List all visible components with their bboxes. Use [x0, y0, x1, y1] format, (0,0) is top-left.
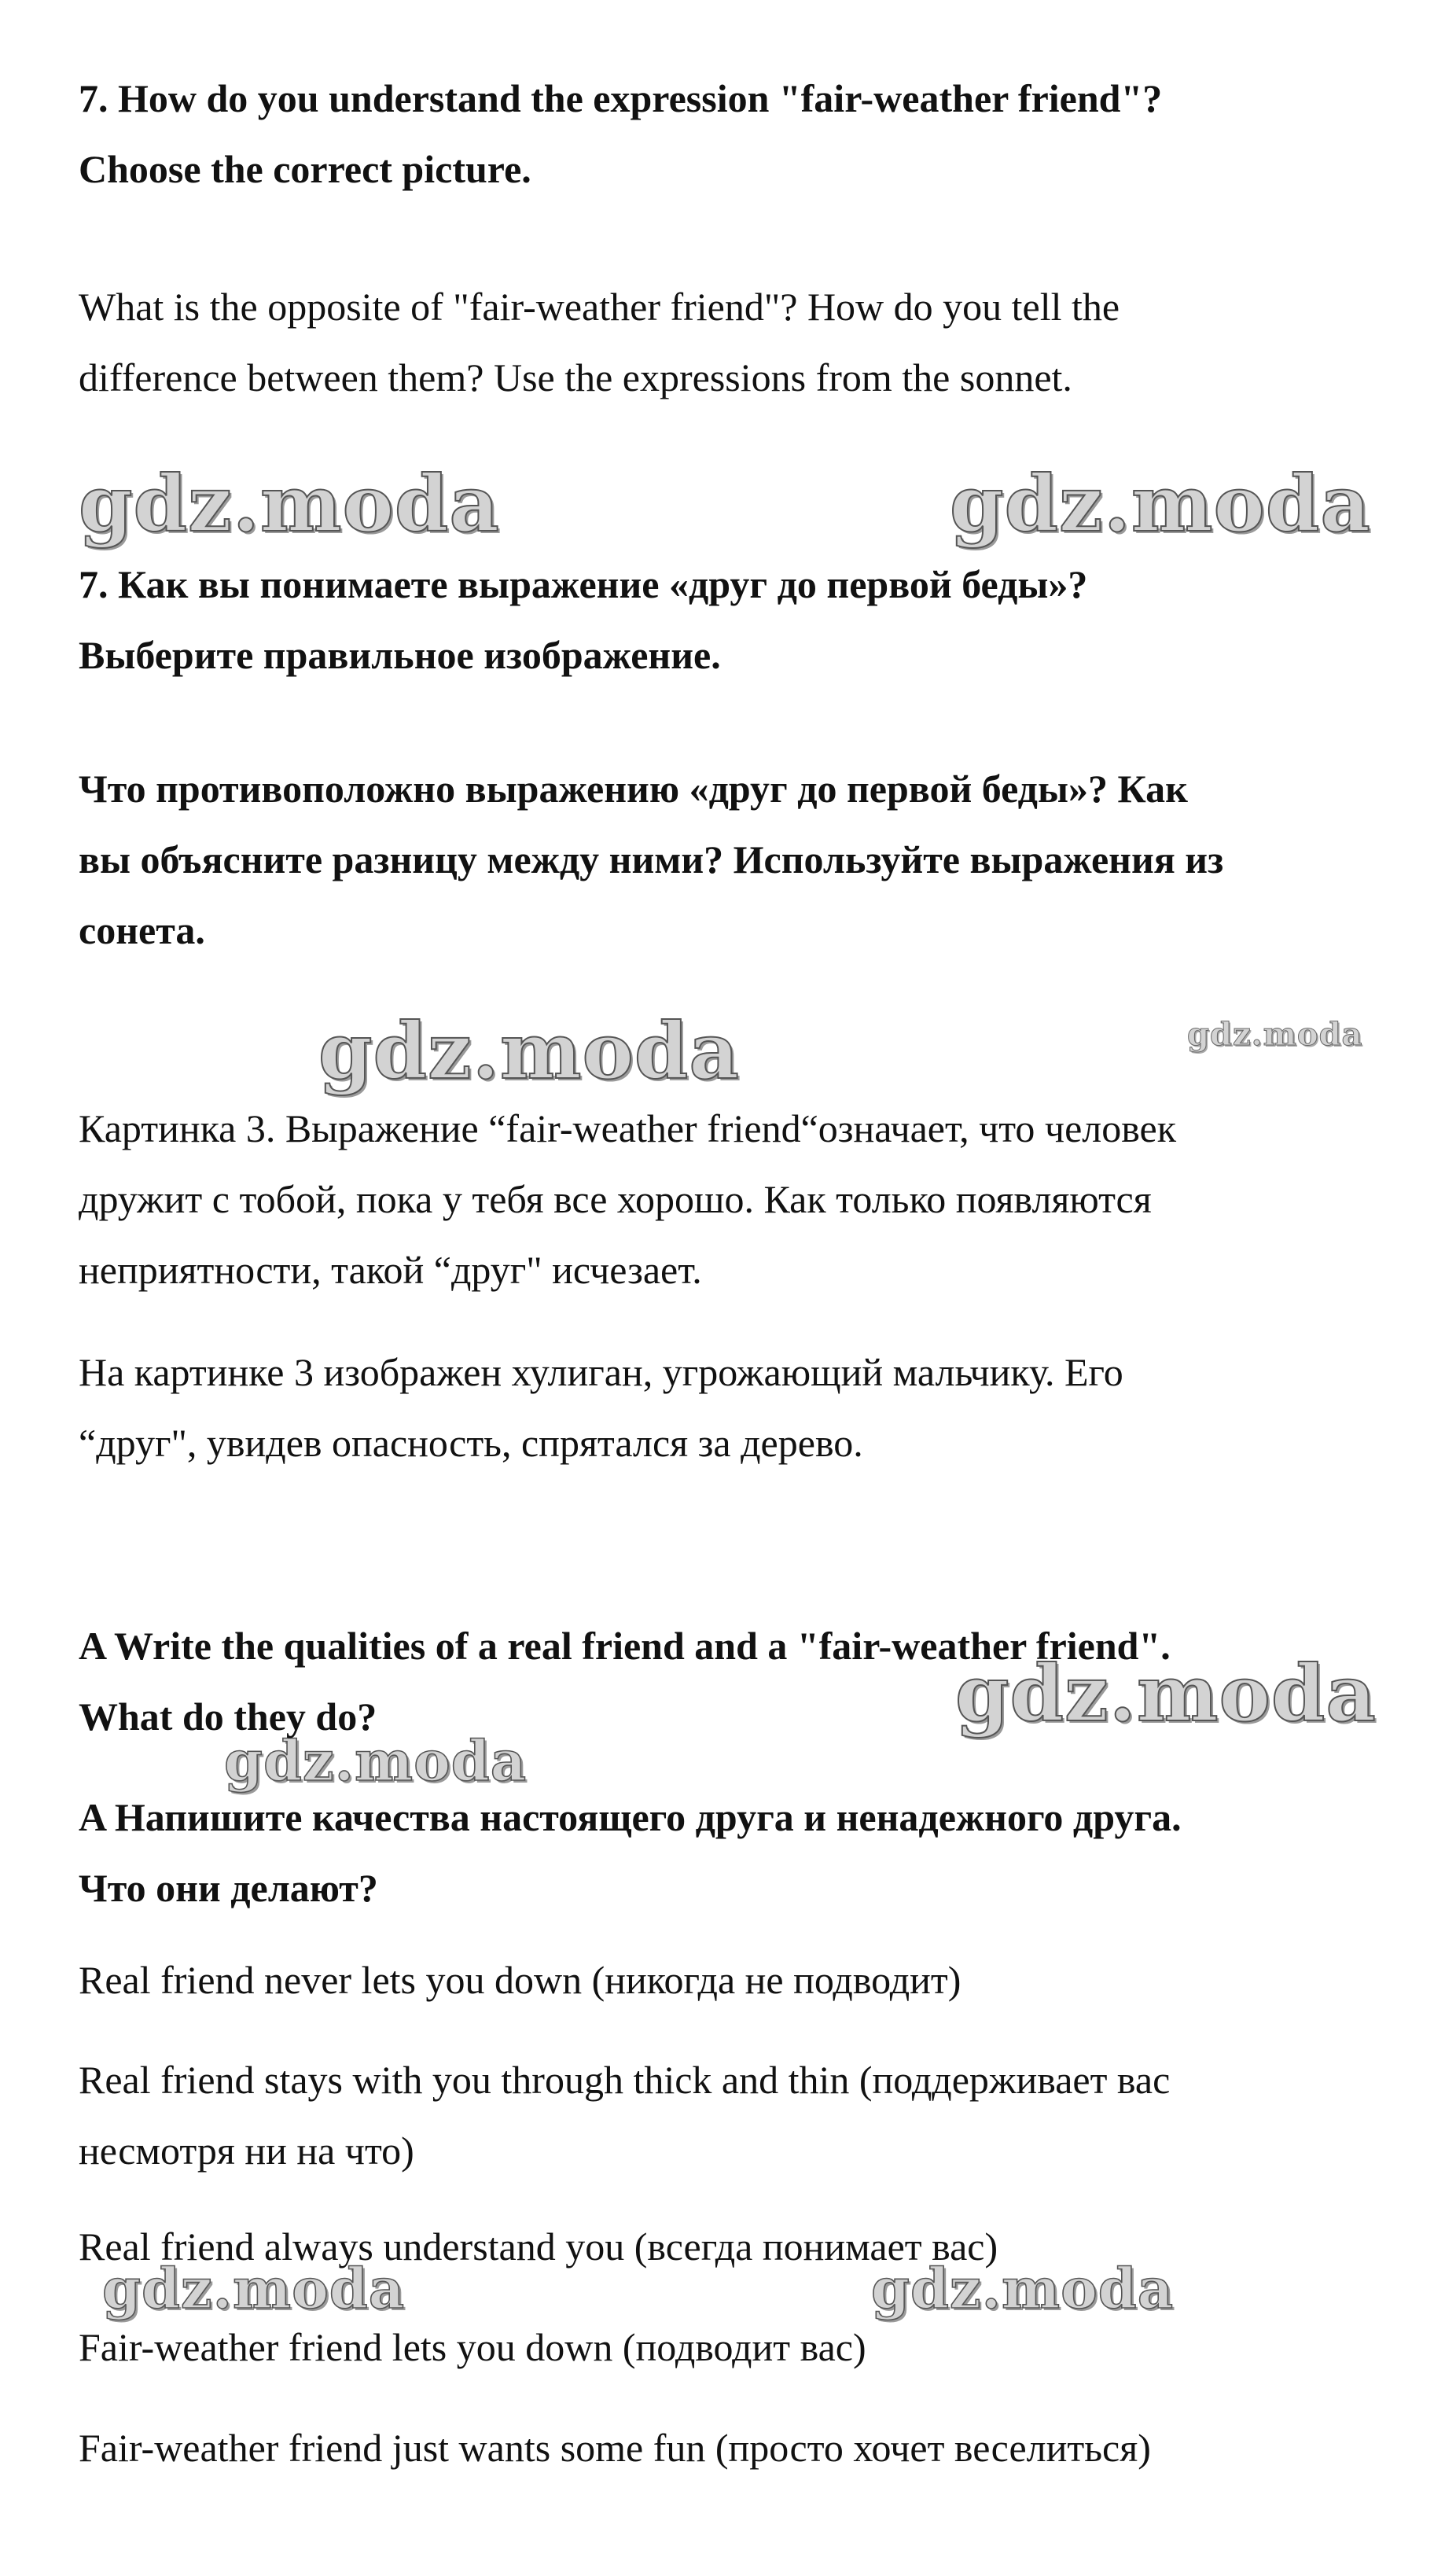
answer-2-line-1: На картинке 3 изображен хулиган, угрожающий мальчику. Его [79, 1350, 1123, 1394]
task-heading-en [79, 63, 1407, 204]
question-ru [79, 753, 1407, 966]
task-a-en-line-2: What do they do? [79, 1694, 377, 1739]
answer-paragraph-1 [79, 1093, 1407, 1305]
task-heading-en-line-2: Choose the correct picture. [79, 147, 531, 191]
question-en [79, 271, 1407, 413]
answer-1-line-3: неприятности, такой “друг" исчезает. [79, 1248, 702, 1292]
answer-2-line-2: “друг", увидев опасность, спрятался за дерево. [79, 1421, 863, 1465]
task-heading-en-line-1: 7. How do you understand the expression "fair-weather friend"? [79, 76, 1163, 120]
task-heading-ru [79, 549, 1407, 690]
quality-item [79, 2412, 1407, 2483]
question-ru-line-3: сонета. [79, 908, 205, 952]
question-ru-line-1: Что противоположно выражению «друг до первой беды»? Как [79, 767, 1188, 811]
task-a-en-line-1: A Write the qualities of a real friend and a "fair-weather friend". [79, 1624, 1171, 1668]
quality-1: Real friend never lets you down (никогда не подводит) [79, 1958, 961, 2002]
watermark-logo: gdz.moda [224, 1728, 528, 1794]
task-a-ru-line-2: Что они делают? [79, 1866, 378, 1910]
task-heading-ru-line-2: Выберите правильное изображение. [79, 633, 721, 677]
watermark-logo: gdz.moda [79, 459, 500, 550]
quality-4: Fair-weather friend lets you down (подводит вас) [79, 2325, 866, 2369]
quality-item [79, 1945, 1407, 2015]
question-ru-line-2: вы объясните разницу между ними? Используйте выражения из [79, 837, 1224, 881]
quality-item [79, 2312, 1407, 2383]
watermark-logo: gdz.moda [1187, 1016, 1363, 1053]
task-a-heading-en [79, 1610, 1407, 1752]
watermark-logo: gdz.moda [955, 1649, 1377, 1739]
watermark-logo: gdz.moda [950, 459, 1371, 550]
quality-2-line-2: несмотря ни на что) [79, 2129, 414, 2173]
quality-3: Real friend always understand you (всегда понимает вас) [79, 2224, 998, 2269]
quality-item [79, 2044, 1407, 2186]
question-en-line-1: What is the opposite of "fair-weather friend"? How do you tell the [79, 285, 1120, 329]
answer-1-line-1: Картинка 3. Выражение “fair-weather friend“означает, что человек [79, 1106, 1177, 1150]
task-a-heading-ru [79, 1782, 1407, 1923]
quality-item [79, 2211, 1407, 2282]
watermark-logo: gdz.moda [102, 2256, 406, 2321]
watermark-logo: gdz.moda [318, 1006, 740, 1097]
task-heading-ru-line-1: 7. Как вы понимаете выражение «друг до первой беды»? [79, 562, 1088, 606]
answer-paragraph-2 [79, 1337, 1407, 1478]
watermark-logo: gdz.moda [871, 2256, 1175, 2321]
answer-1-line-2: дружит с тобой, пока у тебя все хорошо. Как только появляются [79, 1177, 1152, 1221]
quality-2-line-1: Real friend stays with you through thick and thin (поддерживает вас [79, 2058, 1171, 2102]
question-en-line-2: difference between them? Use the expressions from the sonnet. [79, 355, 1072, 399]
task-a-ru-line-1: A Напишите качества настоящего друга и ненадежного друга. [79, 1795, 1182, 1839]
quality-5: Fair-weather friend just wants some fun (просто хочет веселиться) [79, 2426, 1151, 2470]
